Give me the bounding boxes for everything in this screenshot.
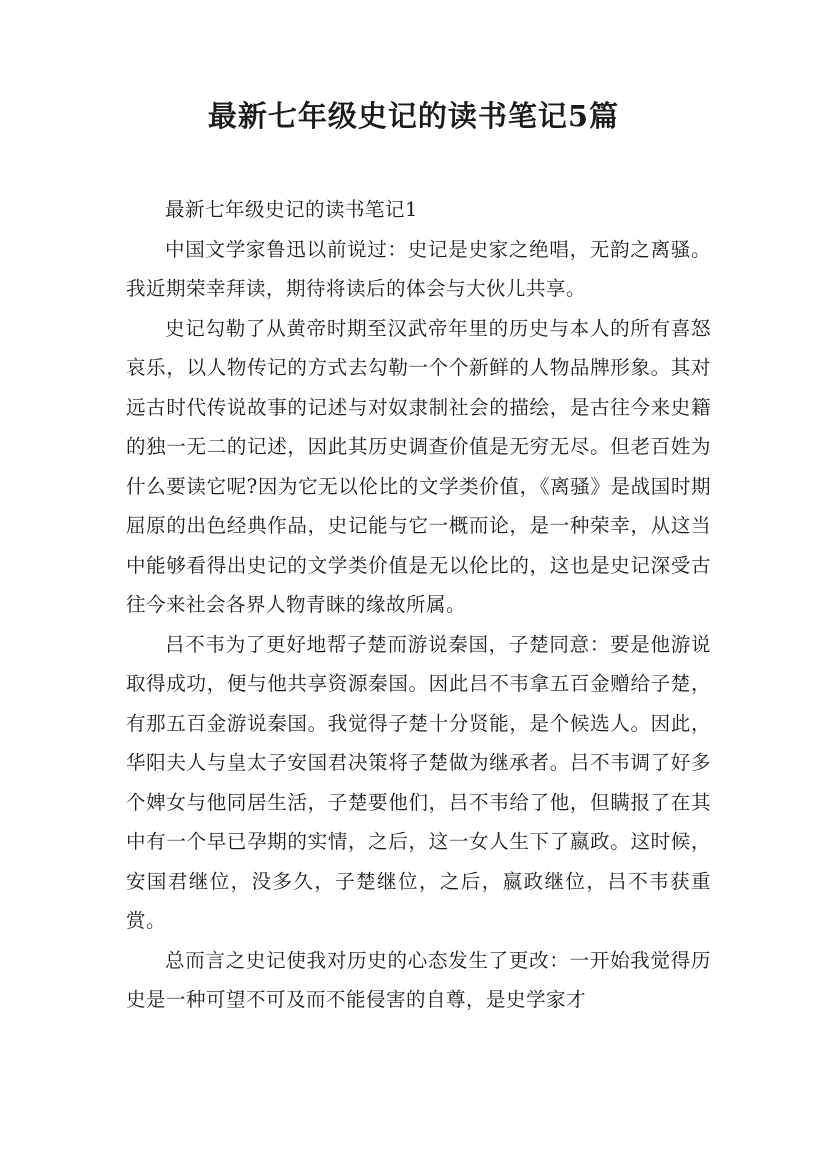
paragraph-2: 史记勾勒了从黄帝时期至汉武帝年里的历史与本人的所有喜怒哀乐，以人物传记的方式去勾勒一个个新鲜的人物品牌形象。其对远古时代传说故事的记述与对奴隶制社会的描绘，是古往今来史籍的独一无二的记述，因此其历史调查价值是无穷无尽。但老百姓为什么要读它呢?因为它无以伦比的文学类价值，《离骚》是战国时期屈原的出色经典作品，史记能与它一概而论，是一种荣幸，从这当中能够看得出史记的文学类价值是无以伦比的，这也是史记深受古往今来社会各界人物青睐的缘故所属。 (126, 316, 711, 616)
document-title: 最新七年级史记的读书笔记5篇 (207, 99, 620, 133)
paragraph-1: 中国文学家鲁迅以前说过：史记是史家之绝唱，无韵之离骚。我近期荣幸拜读，期待将读后的体会与大伙儿共享。 (126, 237, 711, 300)
document-body (126, 190, 711, 1020)
paragraph-4: 总而言之史记使我对历史的心态发生了更改：一开始我觉得历史是一种可望不可及而不能侵害的自尊，是史学家才 (126, 948, 711, 1011)
section-heading: 最新七年级史记的读书笔记1 (165, 198, 418, 221)
paragraph-3: 吕不韦为了更好地帮子楚而游说秦国，子楚同意：要是他游说取得成功，便与他共享资源秦国。因此吕不韦拿五百金赠给子楚，有那五百金游说秦国。我觉得子楚十分贤能，是个候选人。因此，华阳夫人与皇太子安国君决策将子楚做为继承者。吕不韦调了好多个婢女与他同居生活，子楚要他们，吕不韦给了他，但瞒报了在其中有一个早已孕期的实情，之后，这一女人生下了嬴政。这时候，安国君继位，没多久，子楚继位，之后，嬴政继位，吕不韦获重赏。 (126, 632, 711, 932)
